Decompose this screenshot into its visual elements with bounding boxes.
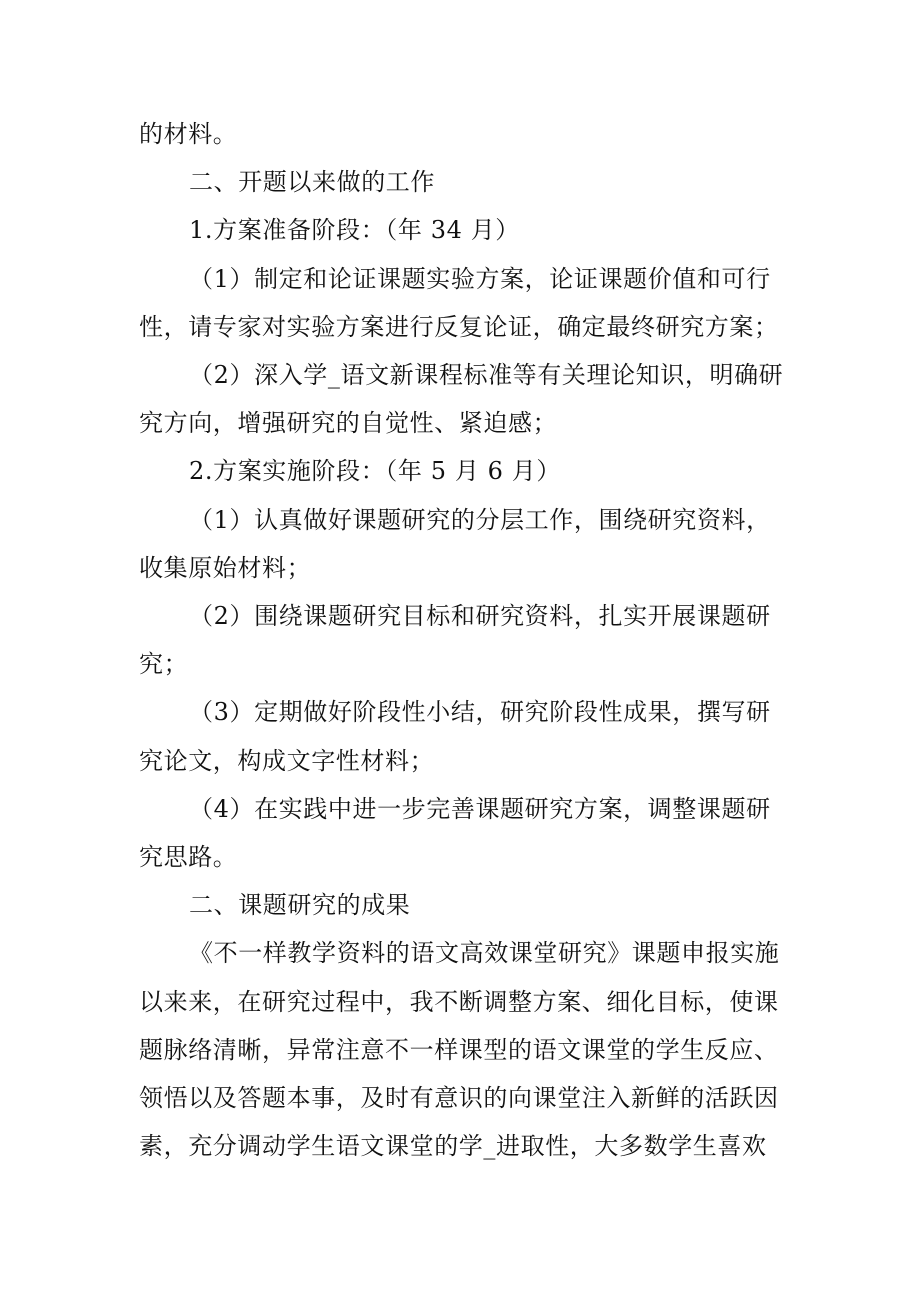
section-heading: 二、课题研究的成果 xyxy=(189,891,411,920)
text-line: （2）围绕课题研究目标和研究资料，扎实开展课题研 xyxy=(189,602,771,631)
text-line: 题脉络清晰，异常注意不一样课型的语文课堂的学生反应、 xyxy=(139,1035,779,1064)
text-line: 性，请专家对实验方案进行反复论证，确定最终研究方案； xyxy=(139,312,779,341)
document-body xyxy=(139,110,789,1170)
subsection-heading: 1.方案准备阶段：（年 34 月） xyxy=(189,216,520,245)
text-line: （1）制定和论证课题实验方案，论证课题价值和可行 xyxy=(189,264,771,293)
text-line: 的材料。 xyxy=(139,120,238,148)
text-line: （3）定期做好阶段性小结，研究阶段性成果，撰写研 xyxy=(189,698,771,727)
text-line: （1）认真做好课题研究的分层工作，围绕研究资料， xyxy=(189,505,771,534)
text-line: 究论文，构成文字性材料； xyxy=(139,746,435,775)
text-line: 素，充分调动学生语文课堂的学_进取性，大多数学生喜欢 xyxy=(139,1132,767,1161)
section-heading: 二、开题以来做的工作 xyxy=(189,168,435,197)
text-line: 以来来，在研究过程中，我不断调整方案、细化目标，使课 xyxy=(139,987,779,1016)
text-line: （4）在实践中进一步完善课题研究方案，调整课题研 xyxy=(189,794,771,823)
text-line: 究思路。 xyxy=(139,843,238,872)
subsection-heading: 2.方案实施阶段：（年 5 月 6 月） xyxy=(189,457,561,486)
text-line: 收集原始材料； xyxy=(139,553,312,582)
text-line: （2）深入学_语文新课程标准等有关理论知识，明确研 xyxy=(189,361,784,390)
text-line: 《不一样教学资料的语文高效课堂研究》课题申报实施 xyxy=(189,939,780,968)
text-line: 究； xyxy=(139,650,189,679)
text-line: 领悟以及答题本事，及时有意识的向课堂注入新鲜的活跃因 xyxy=(139,1084,779,1113)
text-line: 究方向，增强研究的自觉性、紧迫感； xyxy=(139,409,558,438)
